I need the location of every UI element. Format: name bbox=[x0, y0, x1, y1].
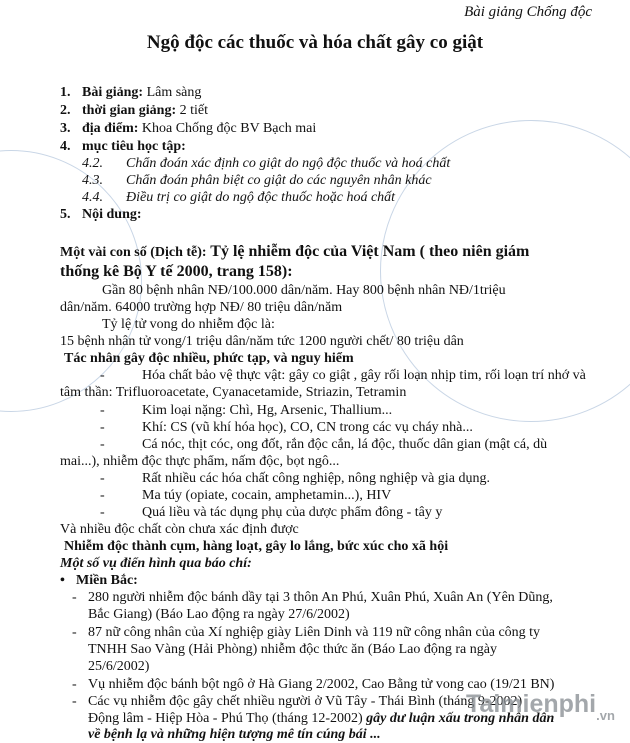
outline-item: 1. Bài giảng: Lâm sàng bbox=[60, 85, 202, 100]
agent-item: - Rất nhiều các hóa chất công nghiệp, nông nghiệp và gia dụng. bbox=[100, 471, 490, 486]
outline-item: 3. địa điểm: Khoa Chống độc BV Bạch mai bbox=[60, 121, 317, 136]
agents-heading: Tác nhân gây độc nhiều, phức tạp, và nguy hiểm bbox=[64, 351, 354, 366]
case-item: - Các vụ nhiễm độc gây chết nhiều người ở Vũ Tây - Thái Bình (tháng 9-2002) bbox=[72, 694, 523, 709]
agents-closing: Và nhiều độc chất còn chưa xác định được bbox=[60, 522, 299, 537]
case-item-cont: 25/6/2002) bbox=[88, 659, 150, 674]
agent-item: - Khí: CS (vũ khí hóa học), CO, CN trong các vụ cháy nhà... bbox=[100, 420, 473, 435]
agent-item: - Cá nóc, thịt cóc, ong đốt, rắn độc cắn, lá độc, thuốc dân gian (mật cá, dù bbox=[100, 437, 548, 452]
agent-item: - Quá liều và tác dụng phụ của dược phẩm đông - tây y bbox=[100, 505, 443, 520]
page-title: Ngộ độc các thuốc và hóa chất gây co giật bbox=[146, 32, 484, 53]
agent-item-cont: tâm thần: Trifluoroacetate, Cyanacetamide, Striazin, Tetramin bbox=[60, 385, 407, 400]
outline-item: 2. thời gian giảng: 2 tiết bbox=[60, 103, 208, 118]
objective-item: 4.2. Chẩn đoán xác định co giật do ngộ độc thuốc và hoá chất bbox=[82, 156, 451, 171]
agent-item-cont: mai...), nhiễm độc thực phẩm, nấm độc, bọt ngô... bbox=[60, 454, 340, 469]
running-header: Bài giảng Chống độc bbox=[464, 4, 592, 20]
agent-item: - Hóa chất bảo vệ thực vật: gây co giật , gây rối loạn nhịp tim, rối loạn trí nhớ và bbox=[100, 368, 586, 383]
case-item-cont: TNHH Sao Vàng (Hải Phòng) nhiễm độc thức ăn (Báo Lao động ra ngày bbox=[88, 642, 497, 657]
stats-line: Tỷ lệ tử vong do nhiễm độc là: bbox=[102, 317, 275, 332]
stats-line: 15 bệnh nhân tử vong/1 triệu dân/năm tức 1200 người chết/ 80 triệu dân bbox=[60, 334, 464, 349]
objective-item: 4.3. Chẩn đoán phân biệt co giật do các nguyên nhân khác bbox=[82, 173, 432, 188]
case-item: - 87 nữ công nhân của Xí nghiệp giày Liên Dinh và 119 nữ công nhân của công ty bbox=[72, 625, 541, 640]
outline-item: 4. mục tiêu học tập: bbox=[60, 139, 186, 154]
stats-line: dân/năm. 64000 trường hợp NĐ/ 80 triệu dân/năm bbox=[60, 300, 343, 315]
bullet-icon: • bbox=[60, 573, 65, 588]
case-item-cont: Bắc Giang) (Báo Lao động ra ngày 27/6/2002) bbox=[88, 607, 350, 622]
case-item: - Vụ nhiễm độc bánh bột ngô ở Hà Giang 2/2002, Cao Bằng tử vong cao (19/21 BN) bbox=[72, 677, 555, 692]
case-item-cont: Động lâm - Hiệp Hòa - Phú Thọ (tháng 12-2002) gây dư luận xấu trong nhân dân bbox=[88, 711, 555, 726]
stats-line: Gần 80 bệnh nhân NĐ/100.000 dân/năm. Hay 800 bệnh nhân NĐ/1triệu bbox=[102, 283, 506, 298]
mass-subheading: Một số vụ điển hình qua báo chí: bbox=[60, 556, 252, 571]
watermark-logo: Taimienphi$_{.vn}$ bbox=[466, 690, 615, 723]
agent-item: - Kim loại nặng: Chì, Hg, Arsenic, Thallium... bbox=[100, 403, 393, 418]
case-item-cont: về bệnh lạ và những hiện tượng mê tín cúng bái ... bbox=[88, 727, 381, 742]
region-heading: • Miền Bắc: bbox=[60, 573, 138, 588]
objective-item: 4.4. Điều trị co giật do ngộ độc thuốc hoặc hoá chất bbox=[82, 190, 396, 205]
stats-headline-cont: thống kê Bộ Y tế 2000, trang 158): bbox=[60, 263, 293, 280]
outline-item: 5. Nội dung: bbox=[60, 207, 142, 222]
mass-heading: Nhiễm độc thành cụm, hàng loạt, gây lo lắng, bức xúc cho xã hội bbox=[64, 539, 449, 554]
stats-headline: Một vài con số (Dịch tễ): Tỷ lệ nhiễm độc của Việt Nam ( theo niên giám bbox=[60, 243, 530, 260]
agent-item: - Ma túy (opiate, cocain, amphetamin...), HIV bbox=[100, 488, 392, 503]
case-item: - 280 người nhiễm độc bánh dầy tại 3 thôn An Phú, Xuân Phú, Xuân An (Yên Dũng, bbox=[72, 590, 553, 605]
